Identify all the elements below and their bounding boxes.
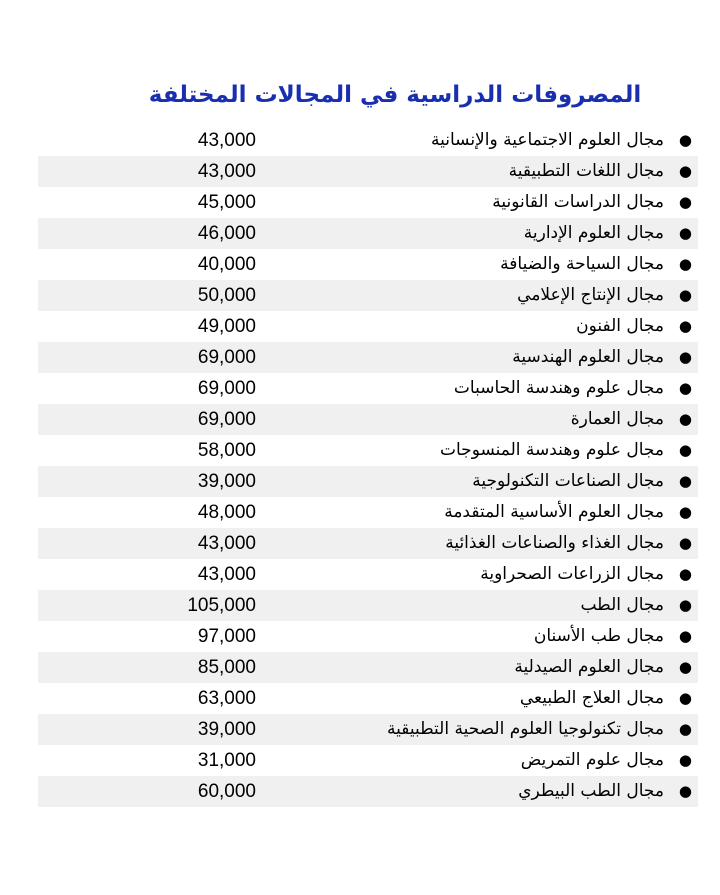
list-item [38,683,698,714]
fee-value: 60,000 [197,781,256,802]
fee-value: 49,000 [197,316,256,337]
fee-value: 43,000 [197,564,256,585]
fee-value: 43,000 [197,533,256,554]
field-label: مجال العلوم الصيدلية [514,657,664,677]
fee-value: 43,000 [197,130,256,151]
field-label: مجال علوم التمريض [520,750,664,770]
fee-value: 105,000 [187,595,256,616]
bullet-icon: ● [678,348,692,366]
bullet-icon: ● [678,224,692,242]
bullet-icon: ● [678,751,692,769]
field-label: مجال علوم وهندسة المنسوجات [440,440,664,460]
fee-value: 97,000 [197,626,256,647]
fee-value: 39,000 [197,719,256,740]
field-label: مجال الطب [580,595,664,615]
fee-value: 69,000 [197,409,256,430]
fee-value: 48,000 [197,502,256,523]
field-label: مجال علوم وهندسة الحاسبات [453,378,664,398]
list-item [38,497,698,528]
bullet-icon: ● [678,689,692,707]
list-item [38,311,698,342]
list-item [38,125,698,156]
list-item [38,373,698,404]
field-label: مجال طب الأسنان [533,626,664,646]
list-item [38,218,698,249]
fee-value: 58,000 [197,440,256,461]
list-item [38,776,698,807]
bullet-icon: ● [678,565,692,583]
field-label: مجال الزراعات الصحراوية [480,564,664,584]
list-item [38,745,698,776]
bullet-icon: ● [678,286,692,304]
bullet-icon: ● [678,131,692,149]
bullet-icon: ● [678,255,692,273]
list-item [38,404,698,435]
field-label: مجال الطب البيطري [518,781,664,801]
bullet-icon: ● [678,534,692,552]
field-label: مجال اللغات التطبيقية [508,161,664,181]
bullet-icon: ● [678,441,692,459]
fee-value: 63,000 [197,688,256,709]
fee-value: 40,000 [197,254,256,275]
field-label: مجال العلوم الهندسية [512,347,664,367]
list-item [38,342,698,373]
fee-value: 50,000 [197,285,256,306]
field-label: مجال الغذاء والصناعات الغذائية [445,533,664,553]
list-item [38,652,698,683]
fee-value: 69,000 [197,347,256,368]
fee-value: 69,000 [197,378,256,399]
field-label: مجال الصناعات التكنولوجية [472,471,664,491]
field-label: مجال الدراسات القانونية [492,192,664,212]
list-item [38,156,698,187]
list-item [38,559,698,590]
list-item [38,249,698,280]
fee-value: 45,000 [197,192,256,213]
fees-list [38,125,698,807]
bullet-icon: ● [678,720,692,738]
fee-value: 39,000 [197,471,256,492]
bullet-icon: ● [678,162,692,180]
list-item [38,187,698,218]
fee-value: 85,000 [197,657,256,678]
list-item [38,590,698,621]
bullet-icon: ● [678,472,692,490]
field-label: مجال السياحة والضيافة [500,254,664,274]
bullet-icon: ● [678,503,692,521]
list-item [38,528,698,559]
field-label: مجال العلاج الطبيعي [519,688,664,708]
field-label: مجال تكنولوجيا العلوم الصحية التطبيقية [386,719,664,739]
field-label: مجال العلوم الاجتماعية والإنسانية [431,130,664,150]
bullet-icon: ● [678,379,692,397]
fee-value: 46,000 [197,223,256,244]
bullet-icon: ● [678,627,692,645]
field-label: مجال العمارة [570,409,664,429]
bullet-icon: ● [678,596,692,614]
field-label: مجال العلوم الأساسية المتقدمة [444,502,664,522]
list-item [38,280,698,311]
bullet-icon: ● [678,317,692,335]
list-item [38,466,698,497]
field-label: مجال الإنتاج الإعلامي [517,285,664,305]
field-label: مجال العلوم الإدارية [523,223,664,243]
fee-value: 31,000 [197,750,256,771]
bullet-icon: ● [678,658,692,676]
list-item [38,435,698,466]
bullet-icon: ● [678,782,692,800]
field-label: مجال الفنون [576,316,664,336]
bullet-icon: ● [678,410,692,428]
bullet-icon: ● [678,193,692,211]
fee-value: 43,000 [197,161,256,182]
list-item [38,714,698,745]
list-item [38,621,698,652]
page-title: المصروفات الدراسية في المجالات المختلفة [148,82,642,108]
